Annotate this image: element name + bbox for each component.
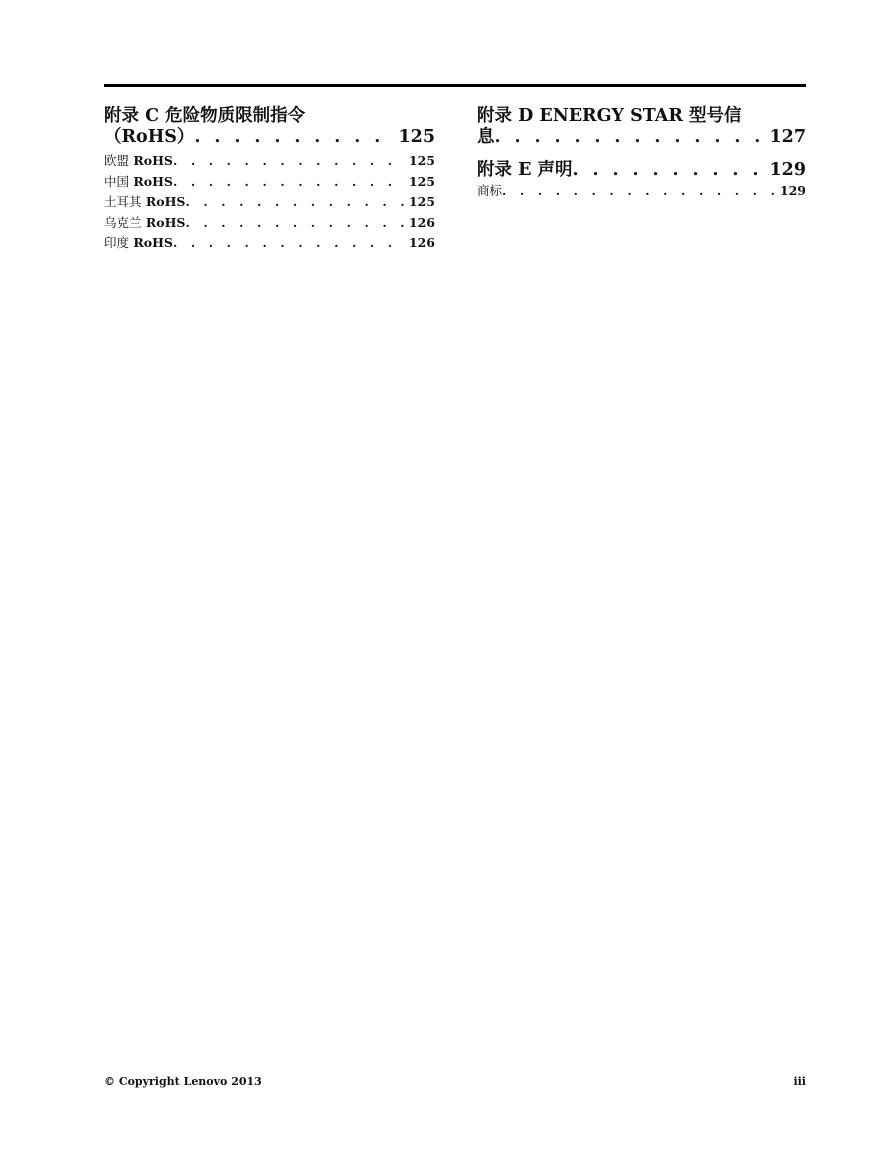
dot-leader [185,192,404,213]
subentry-label: 乌克兰 RoHS [104,214,186,230]
copyright-notice: © Copyright Lenovo 2013 [104,1075,262,1088]
subentry-label: 印度 RoHS [104,235,173,250]
appendix-c-title: 附录 C 危险物质限制指令 [104,106,306,126]
appendix-d-title-cont: 息 [477,127,495,147]
toc-subentry-turkey-rohs[interactable] [104,192,435,213]
appendix-e-title: 附录 E 声明 [477,160,573,180]
dot-leader [495,127,764,148]
toc-left-column [104,106,435,254]
toc-subentry-ukraine-rohs[interactable] [104,213,435,234]
toc-subentry-china-rohs[interactable] [104,172,435,193]
subentry-label: 商标 [477,183,503,198]
appendix-c-page: 125 [398,127,435,147]
subentry-page: 125 [408,194,435,209]
appendix-c-leader-row [104,127,435,148]
toc-entry-appendix-d[interactable] [477,106,806,148]
toc-right-column [477,106,806,202]
toc-entry-appendix-c[interactable] [104,106,435,148]
appendix-e-page: 129 [769,160,806,180]
header-rule [104,84,806,87]
toc-entry-appendix-e[interactable] [477,160,806,181]
toc-subentry-trademarks[interactable] [477,181,806,202]
appendix-c-title-cont: （RoHS） [104,127,195,147]
subentry-page: 129 [779,183,806,198]
dot-leader [185,213,404,234]
subentry-page: 125 [408,153,435,168]
subentry-page: 125 [408,173,435,189]
toc-subentry-india-rohs[interactable] [104,233,435,254]
subentry-page: 126 [408,235,435,250]
appendix-d-page: 127 [769,127,806,147]
appendix-e-subentries [477,181,806,202]
subentry-page: 126 [408,214,435,230]
appendix-e-leader-row [477,160,806,181]
toc-subentry-eu-rohs[interactable] [104,151,435,172]
appendix-d-title: 附录 D ENERGY STAR 型号信 [477,106,742,126]
dot-leader [502,181,776,202]
dot-leader [194,127,392,148]
dot-leader [573,160,764,181]
dot-leader [173,233,405,254]
dot-leader [173,172,405,193]
subentry-label: 土耳其 RoHS [104,194,186,209]
appendix-d-leader-row [477,127,806,148]
appendix-c-subentries [104,151,435,254]
dot-leader [173,151,405,172]
subentry-label: 中国 RoHS [104,173,173,189]
subentry-label: 欧盟 RoHS [104,153,173,168]
page-number: iii [793,1075,806,1088]
